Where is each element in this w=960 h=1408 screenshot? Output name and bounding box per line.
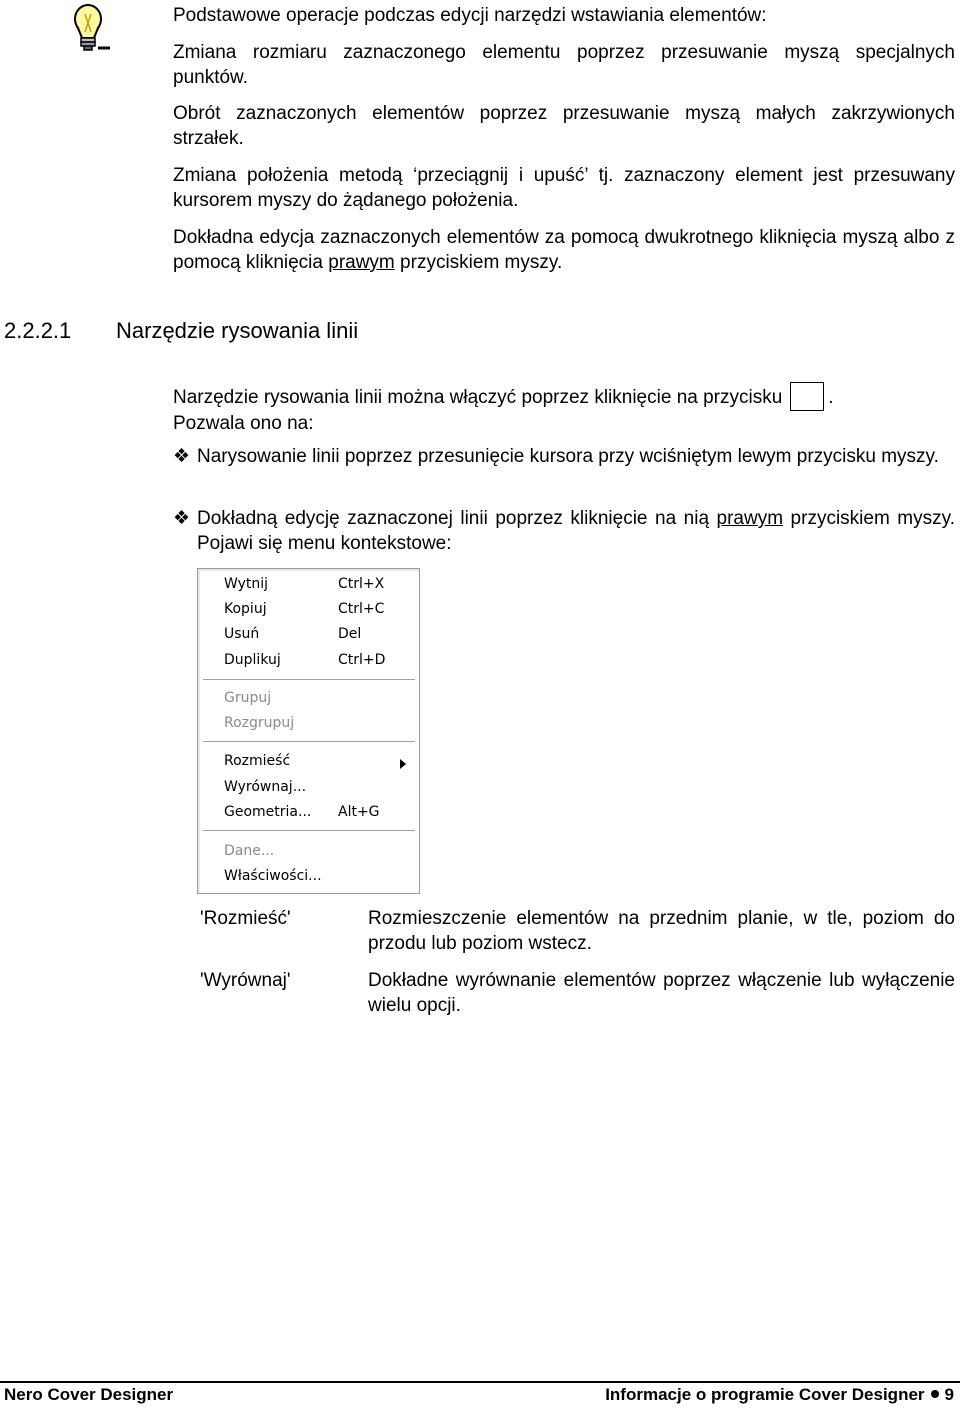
menu-item-wytnij[interactable]: Wytnij Ctrl+X — [224, 576, 385, 592]
definition-description: Dokładne wyrównanie elementów poprzez włączenie lub wyłączenie wielu opcji. — [368, 970, 955, 1016]
footer-rule — [0, 1381, 960, 1383]
menu-item-usun[interactable]: Usuń Del — [224, 626, 362, 642]
diamond-bullet-icon: ❖ — [173, 508, 191, 529]
page-number: 9 — [944, 1385, 954, 1404]
menu-item-dane: Dane... — [224, 843, 275, 859]
section-number: 2.2.2.1 — [4, 318, 72, 343]
diamond-bullet-icon: ❖ — [173, 446, 191, 467]
section-intro: Narzędzie rysowania linii można włączyć poprzez kliknięcie na przycisku . Pozwala ono na: — [173, 382, 955, 436]
menu-item-duplikuj[interactable]: Duplikuj Ctrl+D — [224, 652, 386, 668]
tip-item: Obrót zaznaczonych elementów poprzez przesuwanie myszą małych zakrzywionych strzałek. — [173, 103, 955, 149]
definition-term: 'Wyrównaj' — [200, 970, 291, 991]
tip-item: Dokładna edycja zaznaczonych elementów za pomocą dwukrotnego kliknięcia myszą albo z pomocą kliknięcia prawym przyciskiem myszy. — [173, 227, 955, 273]
menu-separator — [203, 679, 415, 681]
line-tool-button-icon — [790, 382, 824, 411]
tip-item: Zmiana rozmiaru zaznaczonego elementu poprzez przesuwanie myszą specjalnych punktów. — [173, 42, 955, 88]
menu-item-wyrownaj[interactable]: Wyrównaj... — [224, 779, 307, 795]
list-item: ❖ Dokładną edycję zaznaczonej linii poprzez kliknięcie na nią prawym przyciskiem myszy. Pojawi się menu kontekstowe: — [173, 508, 955, 554]
section-title: Narzędzie rysowania linii — [116, 318, 359, 343]
submenu-arrow-icon — [400, 759, 406, 769]
definition-term: 'Rozmieść' — [200, 908, 291, 929]
menu-separator — [203, 830, 415, 832]
list-item: ❖ Narysowanie linii poprzez przesunięcie kursora przy wciśniętym lewym przycisku myszy. — [173, 446, 939, 467]
footer-section-name: Informacje o programie Cover Designer 9 — [605, 1385, 954, 1404]
definition-description: Rozmieszczenie elementów na przednim planie, w tle, poziom do przodu lub poziom wstecz. — [368, 908, 955, 954]
footer-product-name: Nero Cover Designer — [4, 1385, 174, 1404]
underlined-word: prawym — [328, 252, 395, 273]
tip-item: Zmiana położenia metodą ‘przeciągnij i upuść’ tj. zaznaczony element jest przesuwany kursorem myszy do żądanego położenia. — [173, 165, 955, 211]
context-menu — [197, 568, 420, 894]
menu-item-grupuj: Grupuj — [224, 690, 272, 706]
menu-item-wlasciwosci[interactable]: Właściwości... — [224, 868, 322, 884]
underlined-word: prawym — [716, 508, 784, 529]
menu-separator — [203, 741, 415, 743]
section-heading — [4, 316, 358, 346]
menu-item-kopiuj[interactable]: Kopiuj Ctrl+C — [224, 601, 385, 617]
menu-item-rozgrupuj: Rozgrupuj — [224, 715, 295, 731]
menu-item-geometria[interactable]: Geometria... Alt+G — [224, 804, 380, 820]
tip-title: Podstawowe operacje podczas edycji narzędzi wstawiania elementów: — [173, 5, 767, 26]
menu-item-rozmiesc[interactable]: Rozmieść — [224, 751, 414, 773]
lightbulb-icon — [64, 2, 112, 52]
bullet-dot-icon — [931, 1390, 939, 1398]
